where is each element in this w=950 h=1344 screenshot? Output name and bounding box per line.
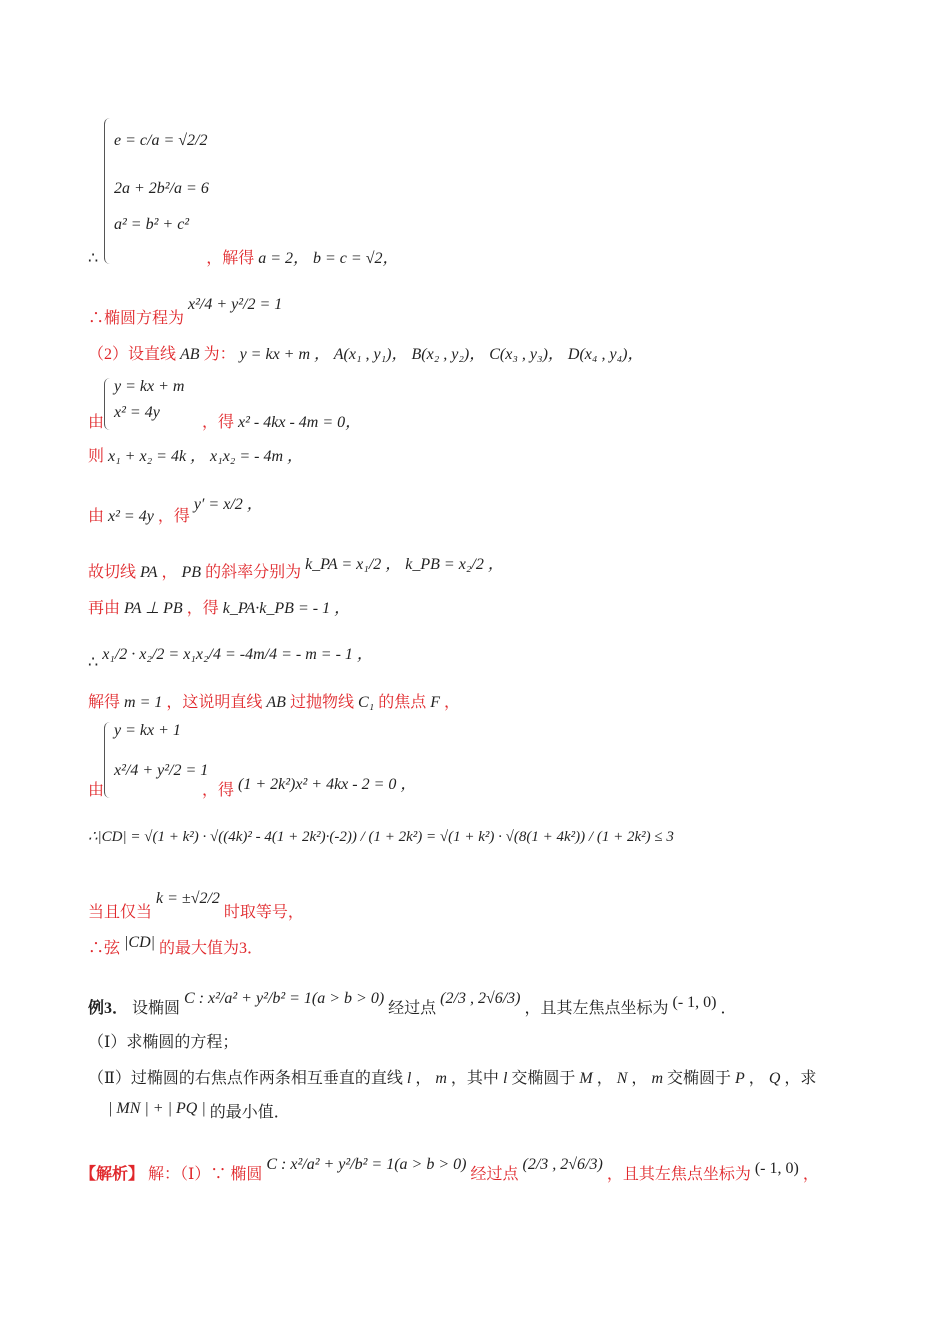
line-quadratic-cd: 由 ，得 (1 + 2k²)x² + 4kx - 2 = 0 ，	[88, 776, 417, 799]
line-m-equals-one: 解得 m = 1 ，这说明直线 AB 过抛物线 C₁ 的焦点 F ，	[88, 694, 460, 711]
question-1: （Ⅰ）求椭圆的方程；	[88, 1034, 239, 1051]
line-perpendicular: 再由 PA ⊥ PB ，得 k_PA·k_PB = - 1 ，	[88, 600, 351, 617]
line-equality-condition: 当且仅当 k = ±√2/2 时取等号，	[88, 890, 304, 921]
system-brace-1	[104, 118, 111, 264]
line-product: ∴ x₁/2 · x₂/2 = x₁x₂/4 = -4m/4 = - m = - 1 ，	[88, 646, 373, 671]
system2-eq-line: y = kx + m	[114, 378, 185, 395]
line-chord-length: ∴|CD| = √(1 + k²) · √((4k)² - 4(1 + 2k²)·(-2)) / (1 + 2k²) = √(1 + k²) · √(8(1 + 4k²)) / (1 + 2k²) ≤ 3	[88, 829, 674, 845]
solution-tag: 【解析】	[80, 1166, 145, 1183]
line-vieta: 则 x₁ + x₂ = 4k ， x₁x₂ = - 4m ，	[88, 448, 304, 465]
system1-eq-abc: a² = b² + c²	[114, 216, 190, 233]
line-set-line-ab: （2）设直线 AB 为： y = kx + m ， A(x₁ , y₁)， B(x₂ , y₂)， C(x₃ , y₃)， D(x₄ , y₄)，	[88, 346, 644, 363]
line-tangent-slopes: 故切线 PA ， PB 的斜率分别为 k_PA = x₁/2 ， k_PB = x₂/2 ，	[88, 556, 504, 581]
line-derivative: 由 x² = 4y ，得 y′ = x/2 ，	[88, 496, 263, 525]
question-2: （Ⅱ）过椭圆的右焦点作两条相互垂直的直线 l ， m ，其中 l 交椭圆于 M ， N ， m 交椭圆于 P ， Q ，求	[88, 1070, 817, 1087]
line-max-chord: ∴弦 |CD| 的最大值为3．	[88, 934, 264, 957]
line-solve-a: ∴ ，解得 a = 2， b = c = √2，	[88, 250, 399, 267]
system3-eq-line: y = kx + 1	[114, 722, 181, 739]
system2-eq-parabola: x² = 4y	[114, 404, 160, 421]
system1-eq-latus: 2a + 2b²/a = 6	[114, 180, 209, 197]
system3-eq-ellipse: x²/4 + y²/2 = 1	[114, 762, 209, 779]
line-substitute: 由 ，得 x² - 4kx - 4m = 0，	[88, 414, 362, 431]
example-3-statement: 例3． 设椭圆 C : x²/a² + y²/b² = 1(a > b > 0) 经过点 (2/3 , 2√6/3) ，且其左焦点坐标为 (- 1, 0) ．	[88, 990, 737, 1017]
question-2-continued: | MN | + | PQ | 的最小值．	[108, 1100, 290, 1121]
line-ellipse-equation: ∴椭圆方程为 x²/4 + y²/2 = 1	[88, 296, 283, 327]
solution-start: 【解析】 解：（Ⅰ）∵ 椭圆 C : x²/a² + y²/b² = 1(a > b > 0) 经过点 (2/3 , 2√6/3) ，且其左焦点坐标为 (- 1, 0) ，	[80, 1156, 819, 1183]
system1-eq-eccentricity: e = c/a = √2/2	[114, 132, 208, 149]
